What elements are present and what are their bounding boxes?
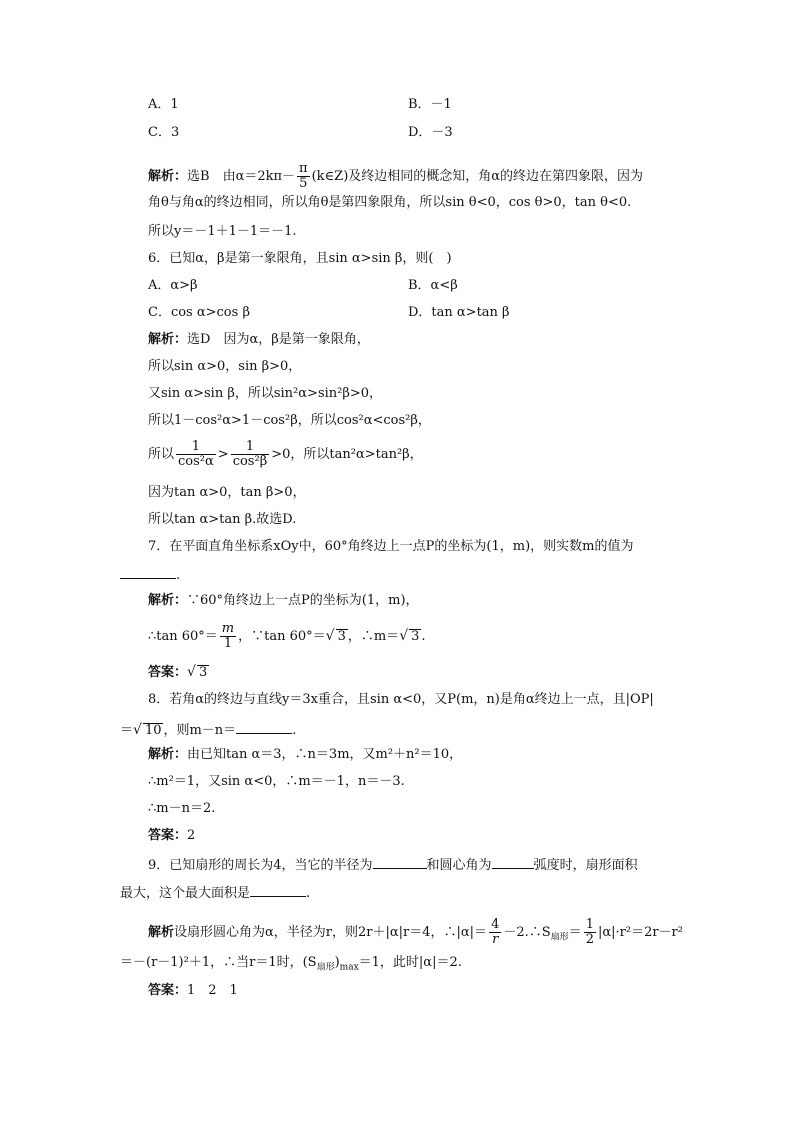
fraction: $\frac{1}{\text{cos²α}}$ [178,439,214,469]
solution-5-line-2: 角θ与角α的终边相同，所以角θ是第四象限角，所以sin θ<0，cos θ>0，tan θ<0. [148,195,632,210]
answer-9: 答案：1 2 1 [148,983,238,998]
answer-label: 答案： [148,828,188,843]
answer-blank [236,721,292,734]
answer-label: 答案： [148,665,188,680]
sqrt-icon: √ [399,628,409,644]
solution-7-line-1: 解析：∵60°角终边上一点P的坐标为(1，m)， [148,593,419,608]
solution-8-line-3: ∴m－n＝2. [148,801,216,816]
solution-label: 解析： [148,332,188,347]
q6-choice-b: B．α<β [408,278,458,293]
solution-8-line-1: 解析：由已知tan α＝3，∴n＝3m，又m²＋n²＝10， [148,747,463,762]
question-9-line-1: 9．已知扇形的周长为4，当它的半径为 和圆心角为 弧度时，扇形面积 [148,858,638,873]
answer-blank [250,884,306,897]
solution-8-line-2: ∴m²＝1，又sin α<0，∴m＝－1，n＝－3. [148,774,405,789]
solution-label: 解析： [148,747,188,762]
fraction: $\frac{1}{2}$ [585,917,594,947]
sqrt-icon: √ [133,722,142,738]
question-9-line-2: 最大，这个最大面积是 . [120,886,311,901]
solution-label: 解析： [148,593,188,608]
solution-6-line-6: 因为tan α>0，tan β>0， [148,485,306,500]
sqrt-icon: √ [187,664,196,680]
question-6-stem: 6．已知α，β是第一象限角，且sin α>sin β，则( ) [148,251,452,266]
sqrt-icon: √ [325,628,335,644]
solution-5-line-1: 解析：选B 由α＝2kπ－ $\frac{\pi}{5}$ (k∈Z)及终边相同的概念知，角α的终边在第四象限，因为 [148,161,644,191]
choice-d: D．－3 [408,125,453,140]
q6-choice-a: A．α>β [148,278,198,293]
answer-blank [120,566,176,579]
question-7-blank-line: . [120,566,180,584]
solution-6-line-4: 所以1－cos²α>1－cos²β，所以cos²α<cos²β， [148,413,431,428]
q6-choice-c: C．cos α>cos β [148,305,250,320]
fraction: $\frac{m}{1}$ [221,621,235,651]
solution-6-line-1: 解析：选D 因为α，β是第一象限角， [148,332,370,347]
choice-a: A．1 [148,97,179,112]
solution-7-line-2: ∴tan 60°＝ $\frac{m}{1}$ ，∵tan 60°＝√ 3 ，∴m＝√ 3 . [148,621,426,651]
solution-6-line-5: 所以 $\frac{1}{\text{cos²α}}$ > $\frac{1}{\text{cos²β}}$ >0，所以tan²α>tan²β， [148,439,423,469]
solution-9-line-1: 解析设扇形圆心角为α，半径为r，则2r＋|α|r＝4，∴|α|＝ $\frac{4}{r}$ $-2.\therefore S_{扇形}=$ $\frac{1}{2}$ |α|·r²＝2r－r² [148,917,683,947]
answer-blank [373,856,427,869]
fraction: $\frac{4}{r}$ [491,917,500,947]
question-8-line-2: ＝√ 10 ，则m－n＝ . [120,722,297,738]
solution-label: 解析： [148,169,188,184]
choice-c: C．3 [148,125,180,140]
answer-blank [492,856,534,869]
answer-8: 答案：2 [148,828,196,843]
solution-6-line-7: 所以tan α>tan β.故选D. [148,512,297,527]
answer-7: 答案：√ 3 [148,664,208,680]
solution-5-line-3: 所以y＝－1＋1－1＝－1. [148,224,297,239]
solution-6-line-3: 又sin α>sin β，所以sin²α>sin²β>0， [148,386,383,401]
solution-9-line-2: ＝－(r－1)²＋1，∴当r＝1时，$(S_{扇形})_{max}=1$，此时|α|＝2. [120,955,462,973]
solution-label: 解析 [148,925,175,940]
fraction: $\frac{\pi}{5}$ [299,161,308,191]
q6-choice-d: D．tan α>tan β [408,305,510,320]
question-7-stem: 7．在平面直角坐标系xOy中，60°角终边上一点P的坐标为(1，m)，则实数m的值为 [148,539,634,554]
answer-label: 答案： [148,983,188,998]
choice-b: B．－1 [408,97,452,112]
question-8-line-1: 8．若角α的终边与直线y＝3x重合，且sin α<0，又P(m，n)是角α终边上一点，且|OP| [148,692,654,707]
solution-6-line-2: 所以sin α>0，sin β>0， [148,359,302,374]
fraction: $\frac{1}{\text{cos²β}}$ [232,439,268,469]
